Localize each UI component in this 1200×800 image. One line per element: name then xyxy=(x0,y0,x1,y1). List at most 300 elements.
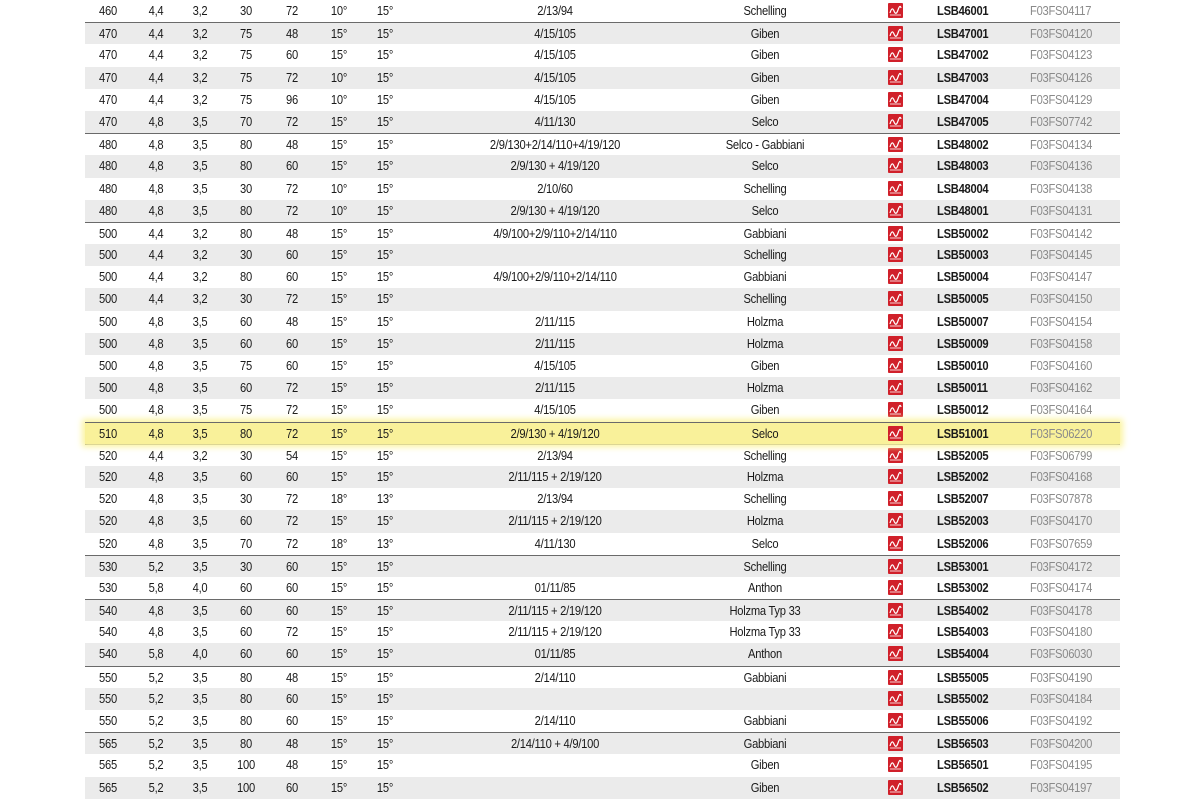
clearance-angle-cell: 15° xyxy=(376,47,394,63)
bore-cell: 80 xyxy=(240,713,252,728)
machine-cell xyxy=(696,688,834,710)
clearance-angle-cell: 15° xyxy=(376,335,394,351)
clearance-angle-cell: 15° xyxy=(376,425,394,441)
teeth-cell: 48 xyxy=(286,757,298,773)
hook-angle-cell: 10° xyxy=(330,69,348,85)
ref-cell: F03FS04129 xyxy=(1030,91,1093,107)
body-cell: 3,2 xyxy=(192,247,208,263)
thickness-cell: 4,8 xyxy=(148,313,164,329)
brand-logo-icon xyxy=(888,47,903,62)
diameter-cell: 565 xyxy=(99,779,117,795)
thickness-cell: 5,2 xyxy=(148,713,164,728)
diameter-cell: 520 xyxy=(99,535,117,551)
teeth-cell: 72 xyxy=(286,425,298,441)
machine-cell: Holzma xyxy=(746,468,784,484)
pinholes-cell: 2/10/60 xyxy=(537,180,573,196)
body-cell: 3,5 xyxy=(192,690,208,706)
thickness-cell: 5,8 xyxy=(148,646,164,662)
machine-cell: Selco xyxy=(751,113,779,129)
hook-angle-cell: 15° xyxy=(330,402,348,418)
diameter-cell: 530 xyxy=(99,579,117,595)
machine-cell: Gabbiani xyxy=(743,225,787,241)
brand-logo-icon xyxy=(888,203,903,218)
bore-cell: 30 xyxy=(240,447,252,463)
pinholes-cell: 2/9/130 + 4/19/120 xyxy=(510,202,600,218)
diameter-cell: 500 xyxy=(99,402,117,418)
brand-logo-icon xyxy=(888,226,903,241)
table-row[interactable] xyxy=(85,355,1120,377)
pinholes-cell xyxy=(409,754,701,776)
thickness-cell: 5,8 xyxy=(148,579,164,595)
thickness-cell: 4,4 xyxy=(148,247,164,263)
pinholes-cell: 2/11/115 xyxy=(535,313,575,329)
body-cell: 3,5 xyxy=(192,202,208,218)
brand-logo-icon xyxy=(888,513,903,528)
table-row[interactable] xyxy=(85,688,1120,710)
table-row[interactable] xyxy=(85,533,1120,555)
clearance-angle-cell: 15° xyxy=(376,624,394,640)
pinholes-cell: 2/11/115 + 2/19/120 xyxy=(508,513,602,529)
diameter-cell: 520 xyxy=(99,447,117,463)
teeth-cell: 72 xyxy=(286,535,298,551)
hook-angle-cell: 15° xyxy=(330,313,348,329)
table-row[interactable] xyxy=(85,599,1120,621)
body-cell: 3,2 xyxy=(192,26,208,42)
table-row[interactable] xyxy=(85,0,1120,22)
code-cell: LSB55006 xyxy=(937,713,989,728)
teeth-cell: 60 xyxy=(286,558,298,574)
machine-cell: Holzma xyxy=(746,313,784,329)
thickness-cell: 4,4 xyxy=(148,91,164,107)
brand-logo-icon xyxy=(888,780,903,795)
code-cell: LSB50010 xyxy=(937,358,989,373)
code-cell: LSB53001 xyxy=(937,558,989,574)
thickness-cell: 4,8 xyxy=(148,402,164,418)
code-cell: LSB47004 xyxy=(937,91,989,107)
body-cell: 3,2 xyxy=(192,47,208,63)
hook-angle-cell: 10° xyxy=(330,202,348,218)
bore-cell: 60 xyxy=(240,579,252,595)
diameter-cell: 470 xyxy=(99,91,117,107)
code-cell: LSB56503 xyxy=(937,736,989,752)
machine-cell: Schelling xyxy=(743,558,787,574)
machine-cell: Holzma Typ 33 xyxy=(729,603,801,619)
diameter-cell: 530 xyxy=(99,558,117,574)
table-row[interactable] xyxy=(85,311,1120,333)
diameter-cell: 470 xyxy=(99,69,117,85)
code-cell: LSB47003 xyxy=(937,69,989,85)
brand-logo-icon xyxy=(888,380,903,395)
table-row[interactable] xyxy=(85,643,1120,665)
table-row[interactable] xyxy=(85,732,1120,754)
clearance-angle-cell: 15° xyxy=(376,468,394,484)
table-row[interactable] xyxy=(85,577,1120,599)
diameter-cell: 480 xyxy=(99,202,117,218)
bore-cell: 70 xyxy=(240,113,252,129)
brand-logo-icon xyxy=(888,624,903,639)
ref-cell: F03FS04168 xyxy=(1030,468,1093,484)
hook-angle-cell: 15° xyxy=(330,47,348,63)
ref-cell: F03FS04172 xyxy=(1030,558,1093,574)
thickness-cell: 5,2 xyxy=(148,690,164,706)
table-row[interactable] xyxy=(85,44,1120,66)
thickness-cell: 4,4 xyxy=(148,447,164,463)
clearance-angle-cell: 15° xyxy=(376,26,394,42)
ref-cell: F03FS06030 xyxy=(1030,646,1093,662)
brand-logo-icon xyxy=(888,646,903,661)
ref-cell: F03FS04197 xyxy=(1030,779,1093,795)
teeth-cell: 48 xyxy=(286,26,298,42)
brand-logo-icon xyxy=(888,491,903,506)
hook-angle-cell: 15° xyxy=(330,713,348,728)
clearance-angle-cell: 15° xyxy=(376,513,394,529)
table-row[interactable] xyxy=(85,200,1120,222)
brand-logo-icon xyxy=(888,137,903,152)
machine-cell: Selco - Gabbiani xyxy=(725,137,805,153)
diameter-cell: 480 xyxy=(99,158,117,174)
code-cell: LSB50007 xyxy=(937,313,989,329)
bore-cell: 30 xyxy=(240,180,252,196)
code-cell: LSB47001 xyxy=(937,26,989,42)
ref-cell: F03FS04158 xyxy=(1030,335,1093,351)
table-row[interactable] xyxy=(85,555,1120,577)
pinholes-cell: 2/14/110 + 4/9/100 xyxy=(510,736,600,752)
pinholes-cell: 2/9/130 + 4/19/120 xyxy=(510,425,600,441)
diameter-cell: 480 xyxy=(99,180,117,196)
table-row[interactable] xyxy=(85,444,1120,466)
table-row[interactable] xyxy=(85,666,1120,688)
bore-cell: 80 xyxy=(240,736,252,752)
table-row[interactable] xyxy=(85,266,1120,288)
diameter-cell: 520 xyxy=(99,513,117,529)
body-cell: 3,5 xyxy=(192,358,208,373)
code-cell: LSB48002 xyxy=(937,137,989,153)
body-cell: 3,5 xyxy=(192,425,208,441)
brand-logo-icon xyxy=(888,70,903,85)
table-row-highlighted[interactable] xyxy=(85,422,1120,444)
code-cell: LSB50003 xyxy=(937,247,989,263)
pinholes-cell: 01/11/85 xyxy=(534,646,576,662)
machine-cell: Selco xyxy=(751,535,779,551)
code-cell: LSB46001 xyxy=(937,3,989,18)
thickness-cell: 5,2 xyxy=(148,669,164,685)
teeth-cell: 60 xyxy=(286,335,298,351)
ref-cell: F03FS07742 xyxy=(1030,113,1093,129)
table-row[interactable] xyxy=(85,133,1120,155)
code-cell: LSB55002 xyxy=(937,690,989,706)
body-cell: 3,5 xyxy=(192,624,208,640)
clearance-angle-cell: 15° xyxy=(376,358,394,373)
hook-angle-cell: 18° xyxy=(330,491,348,507)
teeth-cell: 48 xyxy=(286,225,298,241)
ref-cell: F03FS04150 xyxy=(1030,291,1093,307)
hook-angle-cell: 15° xyxy=(330,225,348,241)
bore-cell: 75 xyxy=(240,91,252,107)
pinholes-cell xyxy=(409,777,701,799)
brand-logo-icon xyxy=(888,336,903,351)
bore-cell: 80 xyxy=(240,137,252,153)
pinholes-cell: 2/11/115 + 2/19/120 xyxy=(508,468,602,484)
body-cell: 3,2 xyxy=(192,447,208,463)
brand-logo-icon xyxy=(888,580,903,595)
body-cell: 3,5 xyxy=(192,180,208,196)
code-cell: LSB47002 xyxy=(937,47,989,63)
machine-cell: Anthon xyxy=(748,646,782,662)
clearance-angle-cell: 15° xyxy=(376,3,394,18)
clearance-angle-cell: 15° xyxy=(376,713,394,728)
pinholes-cell: 2/13/94 xyxy=(537,3,573,18)
pinholes-cell xyxy=(409,556,701,578)
teeth-cell: 54 xyxy=(286,447,298,463)
teeth-cell: 60 xyxy=(286,779,298,795)
body-cell: 3,5 xyxy=(192,313,208,329)
teeth-cell: 60 xyxy=(286,358,298,373)
teeth-cell: 72 xyxy=(286,513,298,529)
table-row[interactable] xyxy=(85,67,1120,89)
bore-cell: 30 xyxy=(240,291,252,307)
diameter-cell: 540 xyxy=(99,646,117,662)
teeth-cell: 60 xyxy=(286,468,298,484)
ref-cell: F03FS04178 xyxy=(1030,603,1093,619)
body-cell: 3,5 xyxy=(192,779,208,795)
brand-logo-icon xyxy=(888,757,903,772)
body-cell: 3,5 xyxy=(192,757,208,773)
body-cell: 3,2 xyxy=(192,291,208,307)
body-cell: 3,5 xyxy=(192,158,208,174)
bore-cell: 60 xyxy=(240,513,252,529)
clearance-angle-cell: 15° xyxy=(376,269,394,285)
ref-cell: F03FS06799 xyxy=(1030,447,1093,463)
machine-cell: Schelling xyxy=(743,180,787,196)
clearance-angle-cell: 15° xyxy=(376,180,394,196)
pinholes-cell: 2/14/110 xyxy=(534,669,576,685)
hook-angle-cell: 15° xyxy=(330,158,348,174)
ref-cell: F03FS04180 xyxy=(1030,624,1093,640)
table-row[interactable] xyxy=(85,777,1120,799)
teeth-cell: 72 xyxy=(286,291,298,307)
clearance-angle-cell: 15° xyxy=(376,380,394,396)
ref-cell: F03FS04162 xyxy=(1030,380,1093,396)
table-row[interactable] xyxy=(85,510,1120,532)
thickness-cell: 5,2 xyxy=(148,558,164,574)
table-row[interactable] xyxy=(85,111,1120,133)
clearance-angle-cell: 15° xyxy=(376,669,394,685)
machine-cell: Giben xyxy=(750,402,780,418)
bore-cell: 75 xyxy=(240,402,252,418)
table-row[interactable] xyxy=(85,399,1120,421)
teeth-cell: 72 xyxy=(286,380,298,396)
teeth-cell: 60 xyxy=(286,247,298,263)
table-row[interactable] xyxy=(85,754,1120,776)
body-cell: 3,5 xyxy=(192,335,208,351)
pinholes-cell: 2/11/115 + 2/19/120 xyxy=(508,624,602,640)
thickness-cell: 4,8 xyxy=(148,425,164,441)
teeth-cell: 72 xyxy=(286,624,298,640)
code-cell: LSB50011 xyxy=(937,380,988,396)
bore-cell: 80 xyxy=(240,425,252,441)
code-cell: LSB48004 xyxy=(937,180,989,196)
clearance-angle-cell: 15° xyxy=(376,202,394,218)
bore-cell: 75 xyxy=(240,358,252,373)
hook-angle-cell: 15° xyxy=(330,269,348,285)
thickness-cell: 4,4 xyxy=(148,47,164,63)
bore-cell: 60 xyxy=(240,624,252,640)
diameter-cell: 500 xyxy=(99,380,117,396)
code-cell: LSB50004 xyxy=(937,269,989,285)
diameter-cell: 460 xyxy=(99,3,117,18)
teeth-cell: 48 xyxy=(286,669,298,685)
body-cell: 3,2 xyxy=(192,69,208,85)
hook-angle-cell: 15° xyxy=(330,335,348,351)
table-row[interactable] xyxy=(85,89,1120,111)
table-row[interactable] xyxy=(85,621,1120,643)
brand-logo-icon xyxy=(888,291,903,306)
brand-logo-icon xyxy=(888,3,903,18)
code-cell: LSB50002 xyxy=(937,225,989,241)
table-row[interactable] xyxy=(85,222,1120,244)
pinholes-cell: 01/11/85 xyxy=(534,579,576,595)
pinholes-cell: 4/9/100+2/9/110+2/14/110 xyxy=(493,225,617,241)
bore-cell: 60 xyxy=(240,646,252,662)
teeth-cell: 48 xyxy=(286,736,298,752)
thickness-cell: 4,8 xyxy=(148,603,164,619)
thickness-cell: 4,4 xyxy=(148,225,164,241)
code-cell: LSB50012 xyxy=(937,402,989,418)
machine-cell: Holzma xyxy=(746,513,784,529)
teeth-cell: 60 xyxy=(286,603,298,619)
hook-angle-cell: 10° xyxy=(330,3,348,18)
machine-cell: Schelling xyxy=(743,491,787,507)
ref-cell: F03FS04136 xyxy=(1030,158,1093,174)
ref-cell: F03FS04164 xyxy=(1030,402,1093,418)
body-cell: 4,0 xyxy=(192,579,208,595)
code-cell: LSB52007 xyxy=(937,491,989,507)
machine-cell: Giben xyxy=(750,47,780,63)
pinholes-cell xyxy=(409,244,701,266)
ref-cell: F03FS04147 xyxy=(1030,269,1093,285)
diameter-cell: 500 xyxy=(99,358,117,373)
table-row[interactable] xyxy=(85,377,1120,399)
ref-cell: F03FS04142 xyxy=(1030,225,1093,241)
brand-logo-icon xyxy=(888,247,903,262)
ref-cell: F03FS04138 xyxy=(1030,180,1093,196)
thickness-cell: 4,4 xyxy=(148,26,164,42)
ref-cell: F03FS04123 xyxy=(1030,47,1093,63)
thickness-cell: 4,8 xyxy=(148,513,164,529)
pinholes-cell: 2/9/130 + 4/19/120 xyxy=(510,158,600,174)
diameter-cell: 500 xyxy=(99,335,117,351)
body-cell: 3,5 xyxy=(192,113,208,129)
diameter-cell: 500 xyxy=(99,291,117,307)
hook-angle-cell: 15° xyxy=(330,603,348,619)
table-row[interactable] xyxy=(85,178,1120,200)
table-row[interactable] xyxy=(85,22,1120,44)
pinholes-cell: 2/11/115 xyxy=(535,380,575,396)
machine-cell: Holzma xyxy=(746,380,784,396)
ref-cell: F03FS04145 xyxy=(1030,247,1093,263)
brand-logo-icon xyxy=(888,426,903,441)
diameter-cell: 500 xyxy=(99,269,117,285)
bore-cell: 80 xyxy=(240,690,252,706)
code-cell: LSB50009 xyxy=(937,335,989,351)
code-cell: LSB52006 xyxy=(937,535,989,551)
table-row[interactable] xyxy=(85,488,1120,510)
machine-cell: Gabbiani xyxy=(743,713,787,728)
brand-logo-icon xyxy=(888,736,903,751)
bore-cell: 60 xyxy=(240,313,252,329)
body-cell: 3,2 xyxy=(192,3,208,18)
brand-logo-icon xyxy=(888,603,903,618)
body-cell: 3,5 xyxy=(192,535,208,551)
hook-angle-cell: 15° xyxy=(330,624,348,640)
table-row[interactable] xyxy=(85,333,1120,355)
body-cell: 3,5 xyxy=(192,380,208,396)
thickness-cell: 5,2 xyxy=(148,779,164,795)
bore-cell: 100 xyxy=(237,757,255,773)
clearance-angle-cell: 15° xyxy=(376,69,394,85)
thickness-cell: 4,4 xyxy=(148,291,164,307)
thickness-cell: 4,8 xyxy=(148,358,164,373)
brand-logo-icon xyxy=(888,448,903,463)
machine-cell: Anthon xyxy=(748,579,782,595)
code-cell: LSB54003 xyxy=(937,624,989,640)
clearance-angle-cell: 15° xyxy=(376,225,394,241)
code-cell: LSB56502 xyxy=(937,779,989,795)
brand-logo-icon xyxy=(888,559,903,574)
clearance-angle-cell: 15° xyxy=(376,291,394,307)
thickness-cell: 4,8 xyxy=(148,380,164,396)
brand-logo-icon xyxy=(888,181,903,196)
clearance-angle-cell: 15° xyxy=(376,603,394,619)
brand-logo-icon xyxy=(888,114,903,129)
ref-cell: F03FS07878 xyxy=(1030,491,1093,507)
brand-logo-icon xyxy=(888,469,903,484)
machine-cell: Schelling xyxy=(743,291,787,307)
thickness-cell: 4,8 xyxy=(148,113,164,129)
clearance-angle-cell: 15° xyxy=(376,646,394,662)
machine-cell: Schelling xyxy=(743,447,787,463)
ref-cell: F03FS04154 xyxy=(1030,313,1093,329)
clearance-angle-cell: 15° xyxy=(376,690,394,706)
table-row[interactable] xyxy=(85,155,1120,177)
diameter-cell: 550 xyxy=(99,669,117,685)
body-cell: 3,5 xyxy=(192,491,208,507)
brand-logo-icon xyxy=(888,92,903,107)
bore-cell: 80 xyxy=(240,225,252,241)
pinholes-cell: 4/15/105 xyxy=(534,402,576,418)
teeth-cell: 60 xyxy=(286,158,298,174)
teeth-cell: 60 xyxy=(286,713,298,728)
machine-cell: Gabbiani xyxy=(743,269,787,285)
clearance-angle-cell: 15° xyxy=(376,113,394,129)
pinholes-cell: 4/15/105 xyxy=(534,91,576,107)
table-row[interactable] xyxy=(85,288,1120,310)
pinholes-cell: 4/11/130 xyxy=(534,113,576,129)
code-cell: LSB47005 xyxy=(937,113,989,129)
teeth-cell: 72 xyxy=(286,113,298,129)
table-row[interactable] xyxy=(85,244,1120,266)
code-cell: LSB53002 xyxy=(937,579,989,595)
table-row[interactable] xyxy=(85,466,1120,488)
diameter-cell: 500 xyxy=(99,247,117,263)
table-row[interactable] xyxy=(85,710,1120,732)
thickness-cell: 5,2 xyxy=(148,757,164,773)
brand-logo-icon xyxy=(888,269,903,284)
machine-cell: Gabbiani xyxy=(743,736,787,752)
hook-angle-cell: 10° xyxy=(330,91,348,107)
clearance-angle-cell: 15° xyxy=(376,137,394,153)
teeth-cell: 96 xyxy=(286,91,298,107)
